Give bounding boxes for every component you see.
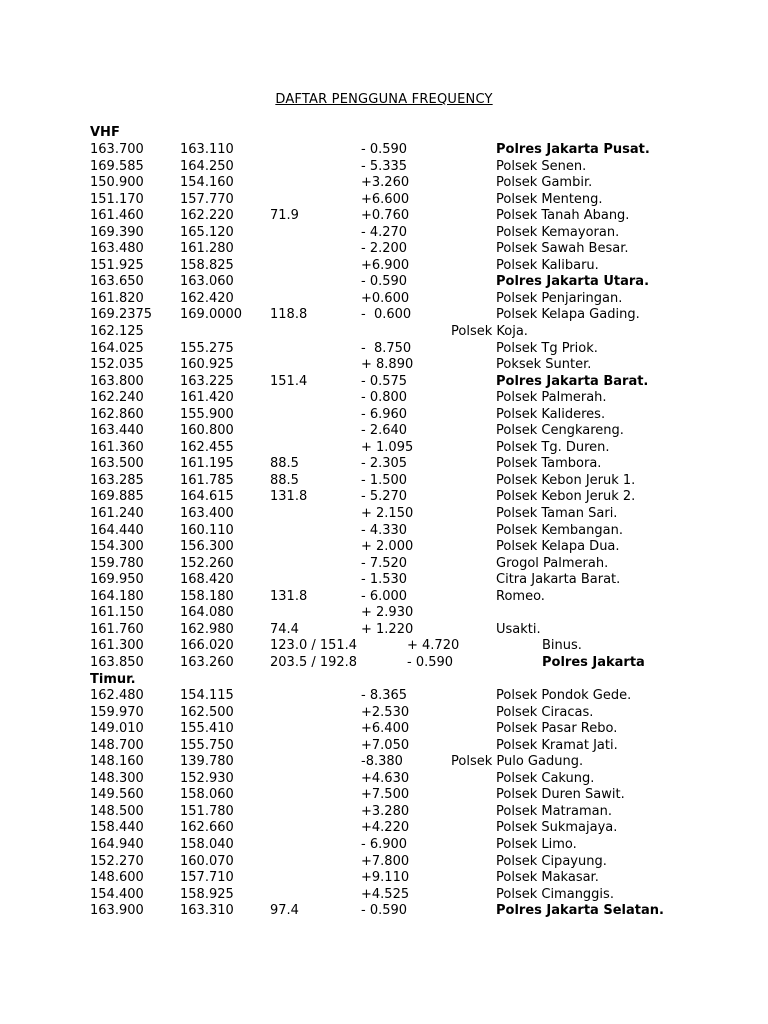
shift-value: +2.530 bbox=[361, 704, 410, 720]
shift-value: - 8.750 bbox=[361, 340, 412, 356]
shift-value: +4.525 bbox=[361, 886, 410, 902]
list-row bbox=[0, 357, 768, 374]
tone-value: 131.8 bbox=[270, 588, 308, 604]
list-row bbox=[0, 175, 768, 192]
frequency-rx: 151.170 bbox=[90, 191, 144, 207]
tone-value: 203.5 / 192.8 bbox=[270, 654, 358, 670]
station-name: Polres Jakarta Selatan. bbox=[496, 903, 664, 919]
frequency-tx: 164.250 bbox=[180, 158, 234, 174]
tone-value: 97.4 bbox=[270, 903, 299, 919]
tone-value: 123.0 / 151.4 bbox=[270, 638, 358, 654]
station-name: Polres Jakarta Pusat. bbox=[496, 142, 650, 157]
list-row bbox=[0, 738, 768, 755]
frequency-tx: 160.800 bbox=[180, 423, 234, 439]
station-name: Polsek Pulo Gadung. bbox=[451, 754, 584, 770]
list-row bbox=[0, 324, 768, 341]
shift-value: +3.260 bbox=[361, 175, 410, 191]
list-row bbox=[0, 489, 768, 506]
shift-value: - 5.270 bbox=[361, 489, 408, 505]
station-name: Polsek Tanah Abang. bbox=[496, 208, 630, 224]
shift-value: + 2.000 bbox=[361, 539, 414, 555]
frequency-rx: 164.940 bbox=[90, 836, 144, 852]
tone-value: 131.8 bbox=[270, 489, 308, 505]
frequency-rx: 159.970 bbox=[90, 704, 144, 720]
shift-value: - 6.900 bbox=[361, 836, 408, 852]
tone-value: 151.4 bbox=[270, 373, 308, 389]
station-name: Usakti. bbox=[496, 621, 541, 637]
frequency-tx: 162.500 bbox=[180, 704, 234, 720]
shift-value: - 1.530 bbox=[361, 572, 408, 588]
station-name: Polsek Kebon Jeruk 1. bbox=[496, 472, 636, 488]
list-row bbox=[0, 771, 768, 788]
frequency-rx: 169.2375 bbox=[90, 307, 153, 323]
frequency-tx: 158.040 bbox=[180, 836, 234, 852]
shift-value: - 7.520 bbox=[361, 555, 408, 571]
frequency-tx: 162.220 bbox=[180, 208, 234, 224]
frequency-rx: 161.820 bbox=[90, 290, 144, 306]
shift-value: - 5.335 bbox=[361, 158, 408, 174]
list-row bbox=[0, 142, 768, 159]
list-row bbox=[0, 754, 768, 771]
frequency-rx: 162.240 bbox=[90, 390, 144, 406]
list-row bbox=[0, 473, 768, 490]
list-row bbox=[0, 854, 768, 871]
list-row bbox=[0, 721, 768, 738]
frequency-rx: 169.585 bbox=[90, 158, 144, 174]
shift-value: -8.380 bbox=[361, 754, 403, 770]
list-row bbox=[0, 506, 768, 523]
frequency-tx: 155.275 bbox=[180, 340, 234, 356]
frequency-tx: 139.780 bbox=[180, 754, 234, 770]
list-row bbox=[0, 523, 768, 540]
frequency-rx: 163.700 bbox=[90, 142, 144, 157]
shift-value: +6.600 bbox=[361, 191, 410, 207]
shift-value: + 1.220 bbox=[361, 621, 414, 637]
section-heading-vhf: VHF bbox=[90, 125, 120, 140]
list-row bbox=[0, 456, 768, 473]
list-row bbox=[0, 374, 768, 391]
frequency-rx: 148.160 bbox=[90, 754, 144, 770]
station-name: Polsek Cipayung. bbox=[496, 853, 607, 869]
station-name: Polsek Pasar Rebo. bbox=[496, 721, 618, 737]
station-name: Polsek Kramat Jati. bbox=[496, 737, 618, 753]
frequency-rx: 161.150 bbox=[90, 605, 144, 621]
station-name: Polsek Kalideres. bbox=[496, 406, 606, 422]
list-row bbox=[0, 539, 768, 556]
list-row bbox=[0, 638, 768, 655]
frequency-tx: 152.260 bbox=[180, 555, 234, 571]
shift-value: - 6.960 bbox=[361, 406, 408, 422]
list-row bbox=[0, 589, 768, 606]
list-row bbox=[0, 820, 768, 837]
station-name: Polres Jakarta Utara. bbox=[496, 274, 650, 290]
station-name: Polsek Sukmajaya. bbox=[496, 820, 618, 836]
shift-value: - 0.590 bbox=[407, 654, 454, 670]
station-name: Polsek Kembangan. bbox=[496, 522, 623, 538]
station-name: Polsek Tg. Duren. bbox=[496, 439, 610, 455]
shift-value: +7.050 bbox=[361, 737, 410, 753]
shift-value: - 0.590 bbox=[361, 274, 408, 290]
shift-value: + 8.890 bbox=[361, 357, 414, 373]
frequency-tx: 160.070 bbox=[180, 853, 234, 869]
frequency-rx: 169.885 bbox=[90, 489, 144, 505]
list-row bbox=[0, 556, 768, 573]
frequency-tx: 165.120 bbox=[180, 224, 234, 240]
frequency-rx: 163.800 bbox=[90, 373, 144, 389]
station-name: Poksek Sunter. bbox=[496, 357, 592, 373]
frequency-tx: 164.080 bbox=[180, 605, 234, 621]
station-name: Polsek Palmerah. bbox=[496, 390, 607, 406]
frequency-rx: 169.950 bbox=[90, 572, 144, 588]
list-row bbox=[0, 440, 768, 457]
list-row bbox=[0, 837, 768, 854]
shift-value: + 2.930 bbox=[361, 605, 414, 621]
list-row bbox=[0, 423, 768, 440]
frequency-tx: 169.0000 bbox=[180, 307, 243, 323]
station-name: Polsek Kelapa Dua. bbox=[496, 539, 620, 555]
frequency-tx: 155.900 bbox=[180, 406, 234, 422]
shift-value: - 6.000 bbox=[361, 588, 408, 604]
station-name: Polres Jakarta Barat. bbox=[496, 373, 649, 389]
shift-value: +7.800 bbox=[361, 853, 410, 869]
station-name: Polsek Menteng. bbox=[496, 191, 603, 207]
shift-value: +0.760 bbox=[361, 208, 410, 224]
frequency-tx: 164.615 bbox=[180, 489, 234, 505]
station-name: Romeo. bbox=[496, 588, 545, 604]
frequency-rx: 148.500 bbox=[90, 803, 144, 819]
frequency-rx: 148.700 bbox=[90, 737, 144, 753]
frequency-rx: 152.035 bbox=[90, 357, 144, 373]
frequency-rx: Timur. bbox=[90, 671, 136, 687]
frequency-tx: 155.750 bbox=[180, 737, 234, 753]
station-name: Polsek Pondok Gede. bbox=[496, 688, 632, 704]
list-row bbox=[0, 225, 768, 242]
frequency-rx: 163.500 bbox=[90, 456, 144, 472]
frequency-rx: 161.760 bbox=[90, 621, 144, 637]
frequency-tx: 163.110 bbox=[180, 142, 234, 157]
tone-value: 118.8 bbox=[270, 307, 308, 323]
frequency-rx: 164.025 bbox=[90, 340, 144, 356]
shift-value: - 2.200 bbox=[361, 241, 408, 257]
station-name: Polsek Kalibaru. bbox=[496, 257, 599, 273]
frequency-tx: 166.020 bbox=[180, 638, 234, 654]
list-row bbox=[0, 241, 768, 258]
list-row bbox=[0, 208, 768, 225]
frequency-tx: 163.225 bbox=[180, 373, 234, 389]
station-name: Polsek Tg Priok. bbox=[496, 340, 598, 356]
station-name: Polsek Cimanggis. bbox=[496, 886, 614, 902]
list-row bbox=[0, 258, 768, 275]
shift-value: +3.280 bbox=[361, 803, 410, 819]
frequency-rx: 148.600 bbox=[90, 870, 144, 886]
station-name: Polsek Senen. bbox=[496, 158, 587, 174]
frequency-rx: 164.440 bbox=[90, 522, 144, 538]
shift-value: +7.500 bbox=[361, 787, 410, 803]
frequency-tx: 162.980 bbox=[180, 621, 234, 637]
frequency-tx: 168.420 bbox=[180, 572, 234, 588]
station-name: Polsek Matraman. bbox=[496, 803, 612, 819]
frequency-rx: 163.285 bbox=[90, 472, 144, 488]
frequency-tx: 162.455 bbox=[180, 439, 234, 455]
frequency-tx: 158.925 bbox=[180, 886, 234, 902]
frequency-tx: 158.060 bbox=[180, 787, 234, 803]
shift-value: - 4.330 bbox=[361, 522, 408, 538]
frequency-rx: 149.560 bbox=[90, 787, 144, 803]
frequency-rx: 169.390 bbox=[90, 224, 144, 240]
tone-value: 74.4 bbox=[270, 621, 299, 637]
list-row bbox=[0, 390, 768, 407]
tone-value: 71.9 bbox=[270, 208, 299, 224]
frequency-tx: 163.060 bbox=[180, 274, 234, 290]
station-name: Polsek Ciracas. bbox=[496, 704, 594, 720]
station-name: Polsek Kebon Jeruk 2. bbox=[496, 489, 636, 505]
list-row bbox=[0, 407, 768, 424]
frequency-tx: 161.420 bbox=[180, 390, 234, 406]
shift-value: - 0.590 bbox=[361, 142, 408, 157]
frequency-tx: 155.410 bbox=[180, 721, 234, 737]
frequency-rx: 163.440 bbox=[90, 423, 144, 439]
shift-value: - 0.800 bbox=[361, 390, 408, 406]
list-row bbox=[0, 787, 768, 804]
shift-value: +6.900 bbox=[361, 257, 410, 273]
list-row bbox=[0, 870, 768, 887]
tone-value: 88.5 bbox=[270, 456, 299, 472]
shift-value: +9.110 bbox=[361, 870, 410, 886]
list-row bbox=[0, 572, 768, 589]
frequency-tx: 157.710 bbox=[180, 870, 234, 886]
shift-value: - 0.590 bbox=[361, 903, 408, 919]
station-name: Polres Jakarta bbox=[542, 654, 645, 670]
station-name: Polsek Gambir. bbox=[496, 175, 593, 191]
shift-value: + 1.095 bbox=[361, 439, 414, 455]
shift-value: - 4.270 bbox=[361, 224, 408, 240]
station-name: Polsek Limo. bbox=[496, 836, 577, 852]
shift-value: + 2.150 bbox=[361, 506, 414, 522]
list-row bbox=[0, 192, 768, 209]
frequency-tx: 151.780 bbox=[180, 803, 234, 819]
station-name: Polsek Kemayoran. bbox=[496, 224, 620, 240]
frequency-rx: 163.900 bbox=[90, 903, 144, 919]
frequency-tx: 163.260 bbox=[180, 654, 234, 670]
list-row bbox=[0, 159, 768, 176]
frequency-rx: 154.300 bbox=[90, 539, 144, 555]
list-row bbox=[0, 903, 768, 920]
frequency-rx: 162.860 bbox=[90, 406, 144, 422]
station-name: Polsek Makasar. bbox=[496, 870, 599, 886]
frequency-rx: 154.400 bbox=[90, 886, 144, 902]
frequency-tx: 161.280 bbox=[180, 241, 234, 257]
frequency-tx: 160.110 bbox=[180, 522, 234, 538]
list-row bbox=[0, 705, 768, 722]
shift-value: +6.400 bbox=[361, 721, 410, 737]
frequency-rx: 161.360 bbox=[90, 439, 144, 455]
frequency-tx: 163.400 bbox=[180, 506, 234, 522]
frequency-tx: 158.180 bbox=[180, 588, 234, 604]
shift-value: - 0.575 bbox=[361, 373, 408, 389]
frequency-rx: 152.270 bbox=[90, 853, 144, 869]
frequency-rx: 163.480 bbox=[90, 241, 144, 257]
frequency-tx: 160.925 bbox=[180, 357, 234, 373]
frequency-tx: 154.115 bbox=[180, 688, 234, 704]
list-row bbox=[0, 307, 768, 324]
list-row bbox=[0, 341, 768, 358]
shift-value: - 8.365 bbox=[361, 688, 408, 704]
list-row bbox=[0, 804, 768, 821]
shift-value: + 4.720 bbox=[407, 638, 460, 654]
frequency-tx: 156.300 bbox=[180, 539, 234, 555]
shift-value: +0.600 bbox=[361, 290, 410, 306]
station-name: Polsek Cakung. bbox=[496, 770, 595, 786]
frequency-rx: 161.300 bbox=[90, 638, 144, 654]
station-name: Polsek Koja. bbox=[451, 324, 528, 340]
shift-value: - 2.305 bbox=[361, 456, 408, 472]
frequency-tx: 162.660 bbox=[180, 820, 234, 836]
shift-value: +4.220 bbox=[361, 820, 410, 836]
page-title: DAFTAR PENGGUNA FREQUENCY bbox=[275, 92, 493, 107]
frequency-rx: 158.440 bbox=[90, 820, 144, 836]
station-name: Polsek Kelapa Gading. bbox=[496, 307, 640, 323]
frequency-tx: 154.160 bbox=[180, 175, 234, 191]
frequency-tx: 161.195 bbox=[180, 456, 234, 472]
shift-value: - 1.500 bbox=[361, 472, 408, 488]
station-name: Polsek Cengkareng. bbox=[496, 423, 624, 439]
station-name: Citra Jakarta Barat. bbox=[496, 572, 621, 588]
shift-value: - 2.640 bbox=[361, 423, 408, 439]
station-name: Polsek Penjaringan. bbox=[496, 290, 623, 306]
station-name: Polsek Sawah Besar. bbox=[496, 241, 629, 257]
frequency-tx: 162.420 bbox=[180, 290, 234, 306]
frequency-rx: 150.900 bbox=[90, 175, 144, 191]
frequency-tx: 152.930 bbox=[180, 770, 234, 786]
tone-value: 88.5 bbox=[270, 472, 299, 488]
frequency-rx: 148.300 bbox=[90, 770, 144, 786]
frequency-rx: 161.460 bbox=[90, 208, 144, 224]
frequency-rx: 151.925 bbox=[90, 257, 144, 273]
shift-value: +4.630 bbox=[361, 770, 410, 786]
frequency-tx: 163.310 bbox=[180, 903, 234, 919]
shift-value: - 0.600 bbox=[361, 307, 412, 323]
list-row bbox=[0, 622, 768, 639]
list-row bbox=[0, 605, 768, 622]
station-name: Polsek Tambora. bbox=[496, 456, 602, 472]
list-row bbox=[0, 887, 768, 904]
frequency-rx: 164.180 bbox=[90, 588, 144, 604]
frequency-rx: 163.850 bbox=[90, 654, 144, 670]
frequency-rx: 162.480 bbox=[90, 688, 144, 704]
frequency-tx: 157.770 bbox=[180, 191, 234, 207]
station-name: Binus. bbox=[542, 638, 582, 654]
frequency-tx: 161.785 bbox=[180, 472, 234, 488]
station-name: Polsek Taman Sari. bbox=[496, 506, 618, 522]
list-row bbox=[0, 672, 768, 689]
frequency-rx: 149.010 bbox=[90, 721, 144, 737]
station-name: Polsek Duren Sawit. bbox=[496, 787, 625, 803]
list-row bbox=[0, 655, 768, 672]
frequency-list bbox=[0, 142, 768, 920]
frequency-rx: 163.650 bbox=[90, 274, 144, 290]
station-name: Grogol Palmerah. bbox=[496, 555, 609, 571]
frequency-rx: 162.125 bbox=[90, 324, 144, 340]
frequency-rx: 159.780 bbox=[90, 555, 144, 571]
list-row bbox=[0, 688, 768, 705]
frequency-rx: 161.240 bbox=[90, 506, 144, 522]
list-row bbox=[0, 291, 768, 308]
frequency-tx: 158.825 bbox=[180, 257, 234, 273]
list-row bbox=[0, 274, 768, 291]
